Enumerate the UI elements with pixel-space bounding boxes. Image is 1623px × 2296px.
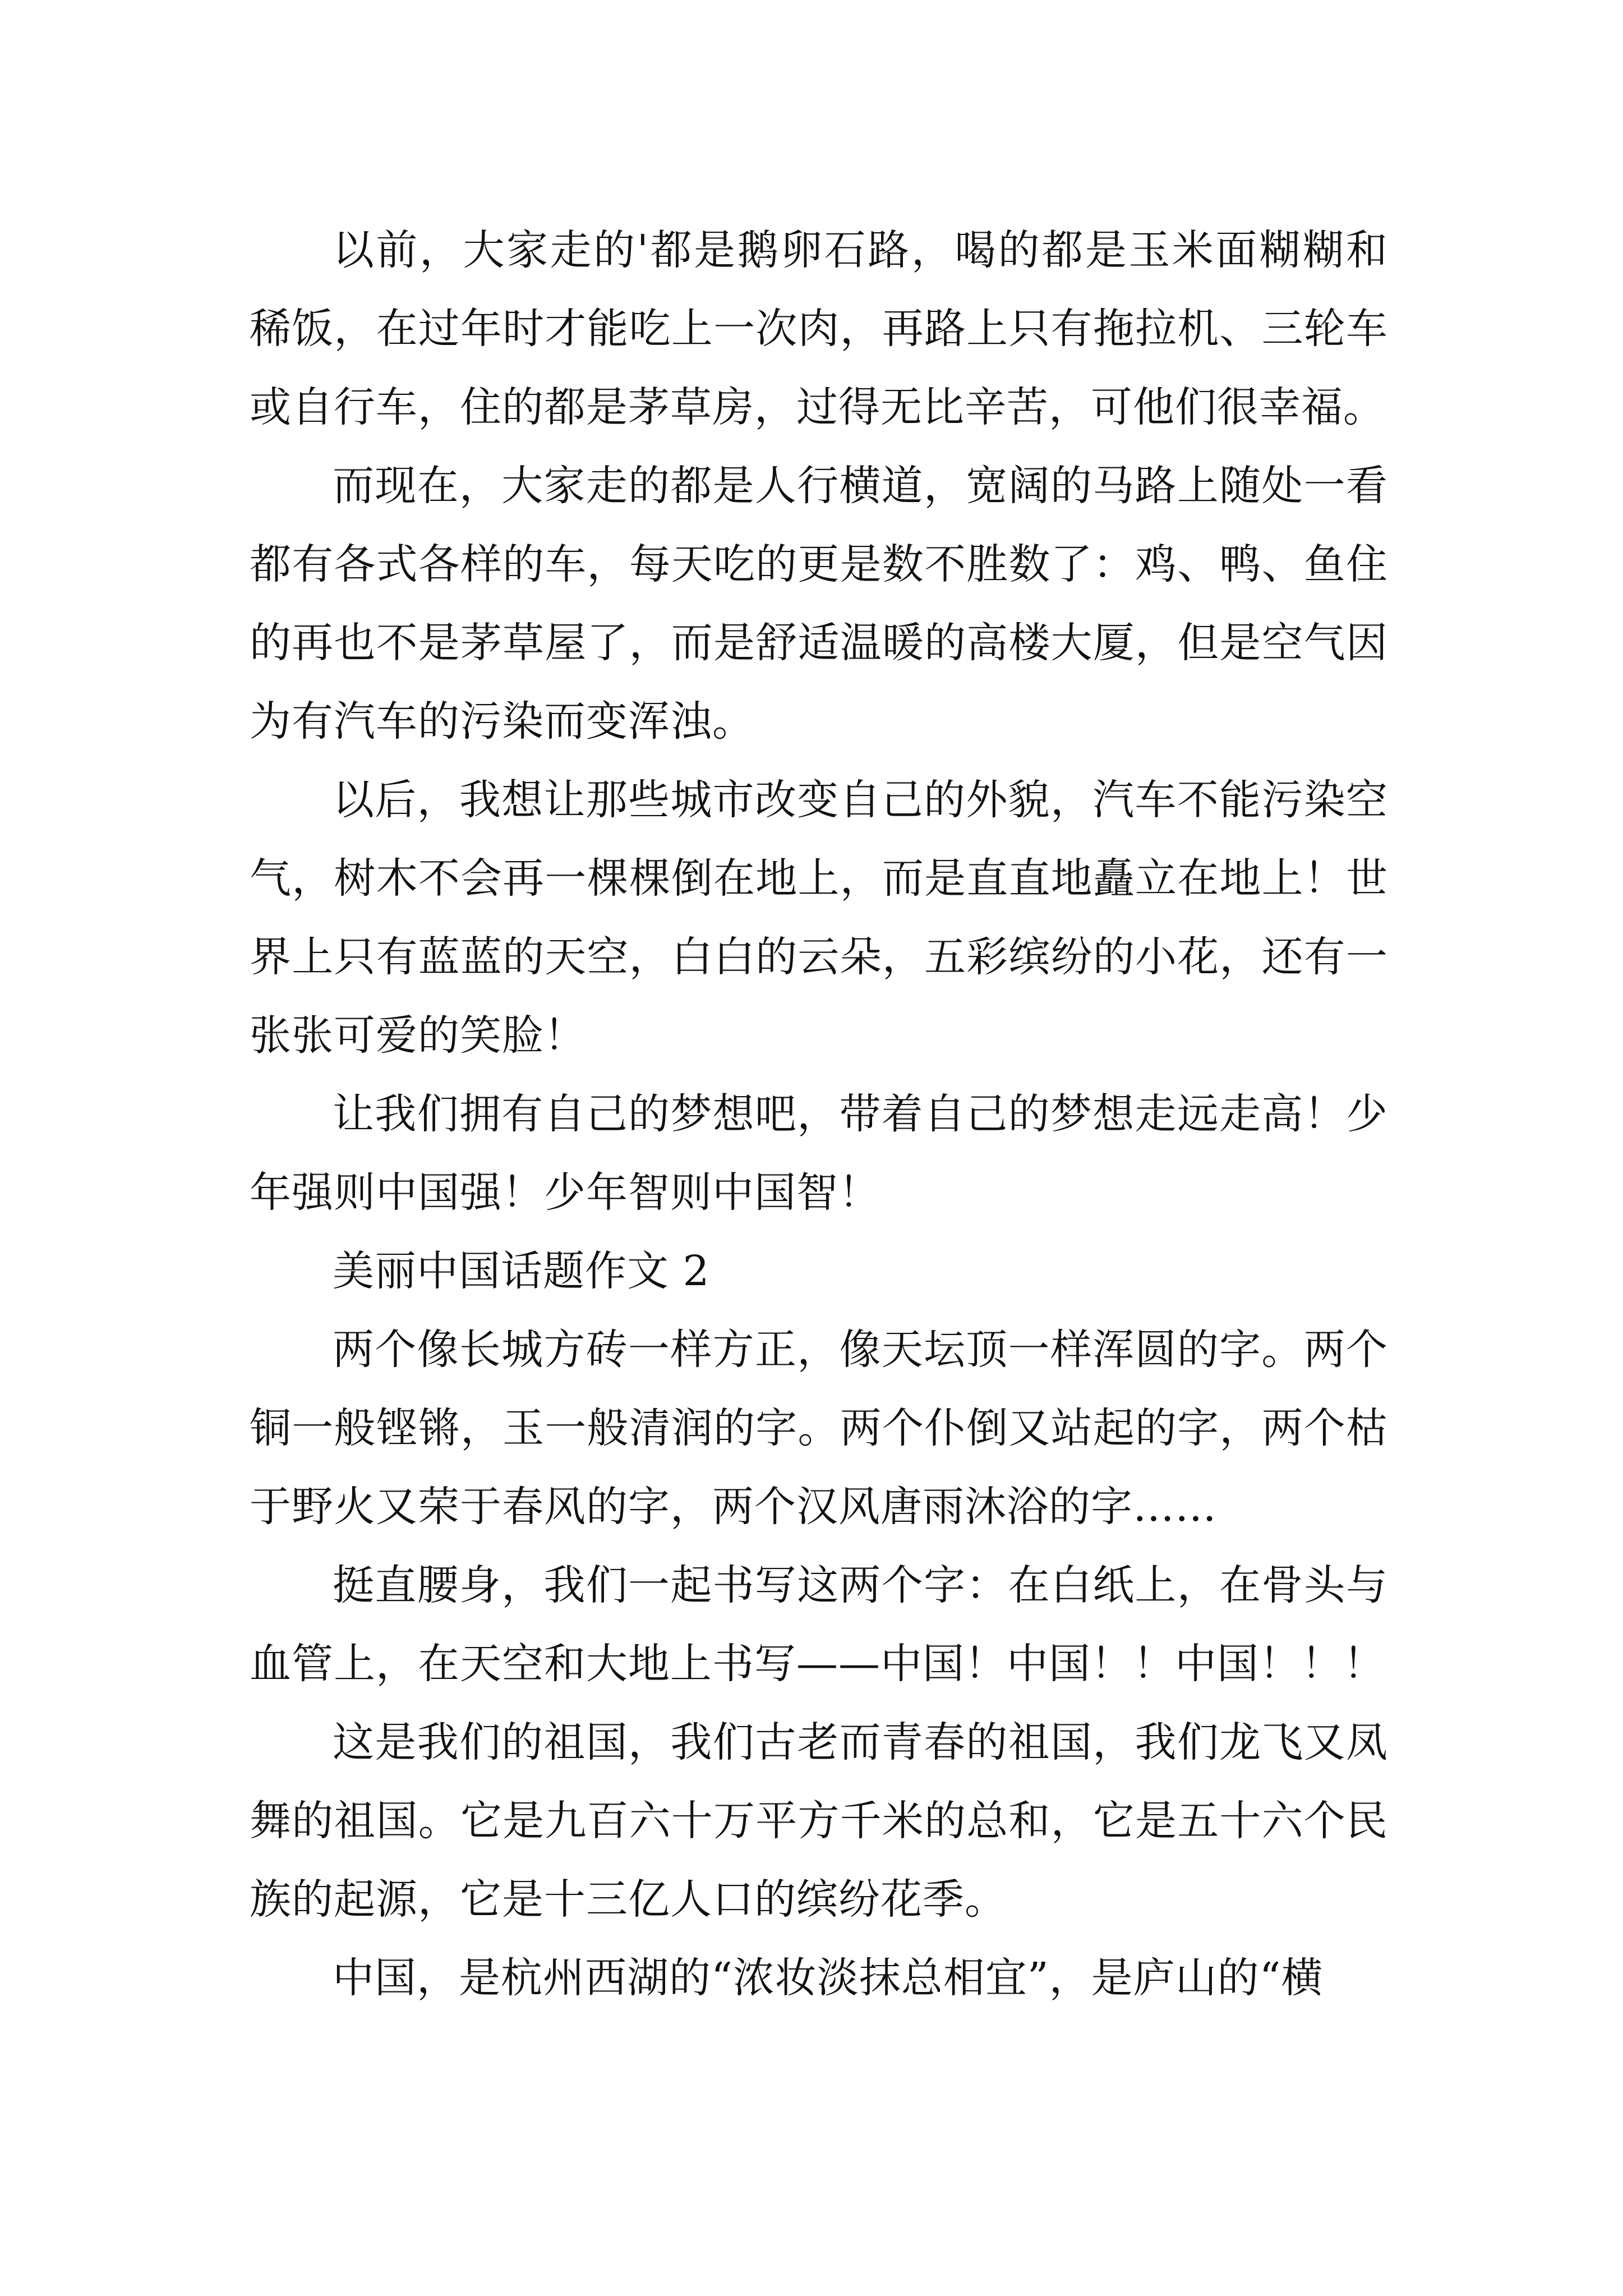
paragraph-writing: 挺直腰身，我们一起书写这两个字：在白纸上，在骨头与血管上，在天空和大地上书写——中国！中国！！中国！！！: [250, 1561, 1388, 1688]
paragraph-past: 以前，大家走的'都是鹅卵石路，喝的都是玉米面糊糊和稀饭，在过年时才能吃上一次肉，再路上只有拖拉机、三轮车或自行车，住的都是茅草房，过得无比辛苦，可他们很幸福。: [250, 226, 1388, 431]
paragraph-two-characters: 两个像长城方砖一样方正，像天坛顶一样浑圆的字。两个铜一般铿锵，玉一般清润的字。两个仆倒又站起的字，两个枯于野火又荣于春风的字，两个汉风唐雨沐浴的字……: [250, 1326, 1388, 1531]
paragraph-china: 中国，是杭州西湖的“浓妆淡抹总相宜”，是庐山的“横: [333, 1954, 1324, 2002]
paragraph-dream: 让我们拥有自己的梦想吧，带着自己的梦想走远走高！少年强则中国强！少年智则中国智！: [250, 1090, 1388, 1217]
paragraph-present: 而现在，大家走的都是人行横道，宽阔的马路上随处一看都有各式各样的车，每天吃的更是数不胜数了：鸡、鸭、鱼住的再也不是茅草屋了，而是舒适温暖的高楼大厦，但是空气因为有汽车的污染而变浑浊。: [250, 462, 1388, 746]
essay-heading: 美丽中国话题作文 2: [333, 1247, 710, 1295]
document-body: [250, 211, 1388, 2017]
paragraph-future: 以后，我想让那些城市改变自己的外貌，汽车不能污染空气，树木不会再一棵棵倒在地上，而是直直地矗立在地上！世界上只有蓝蓝的天空，白白的云朵，五彩缤纷的小花，还有一张张可爱的笑脸！: [250, 776, 1388, 1060]
paragraph-motherland: 这是我们的祖国，我们古老而青春的祖国，我们龙飞又凤舞的祖国。它是九百六十万平方千米的总和，它是五十六个民族的起源，它是十三亿人口的缤纷花季。: [250, 1718, 1388, 1924]
